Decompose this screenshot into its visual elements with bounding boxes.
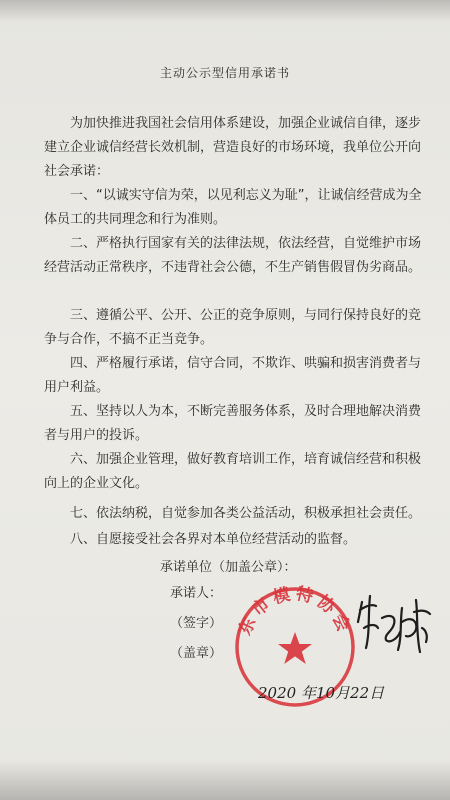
- seal-text: 东市模特协会: [235, 584, 355, 639]
- document-title: 主动公示型信用承诺书: [159, 66, 290, 80]
- seal-star-icon: [278, 632, 312, 664]
- intro-paragraph: 为加快推进我国社会信用体系建设，加强企业诚信自律，逐步建立企业诚信经营长效机制，营造良好的市场环境，我单位公开向社会承诺：: [44, 116, 422, 179]
- signing-date: 2020 年10月22日: [258, 684, 385, 702]
- svg-text:东市模特协会: [234, 584, 356, 638]
- unit-label: 承诺单位（加盖公章）：: [160, 560, 297, 575]
- handwritten-signature: [356, 588, 434, 668]
- bottom-shadow: [0, 760, 450, 800]
- pledge-item-8: 八、自愿接受社会各界对本单位经营活动的监督。: [70, 532, 357, 547]
- pledge-item-7: 七、依法纳税，自觉参加各类公益活动，积极承担社会责任。: [70, 506, 422, 521]
- pledge-item-6: 六、加强企业管理，做好教育培训工作，培育诚信经营和积极向上的企业文化。: [44, 452, 422, 491]
- sign-label: （签字）: [170, 616, 223, 631]
- pledge-item-5: 五、坚持以人为本，不断完善服务体系，及时合理地解决消费者与用户的投诉。: [44, 404, 422, 443]
- pledge-item-2: 二、严格执行国家有关的法律法规，依法经营，自觉维护市场经营活动正常秩序，不违背社会公德，不生产销售假冒伪劣商品。: [44, 236, 422, 275]
- person-label: 承诺人：: [170, 586, 223, 601]
- pledge-item-3: 三、遵循公平、公开、公正的竞争原则，与同行保持良好的竞争与合作，不搞不正当竞争。: [44, 308, 422, 347]
- top-shadow: [0, 0, 450, 22]
- pledge-item-4: 四、严格履行承诺，信守合同，不欺诈、哄骗和损害消费者与用户利益。: [44, 356, 422, 395]
- pledge-item-1: 一、“以诚实守信为荣，以见利忘义为耻”，让诚信经营成为全体员工的共同理念和行为准则。: [44, 188, 422, 227]
- stamp-label: （盖章）: [170, 646, 223, 661]
